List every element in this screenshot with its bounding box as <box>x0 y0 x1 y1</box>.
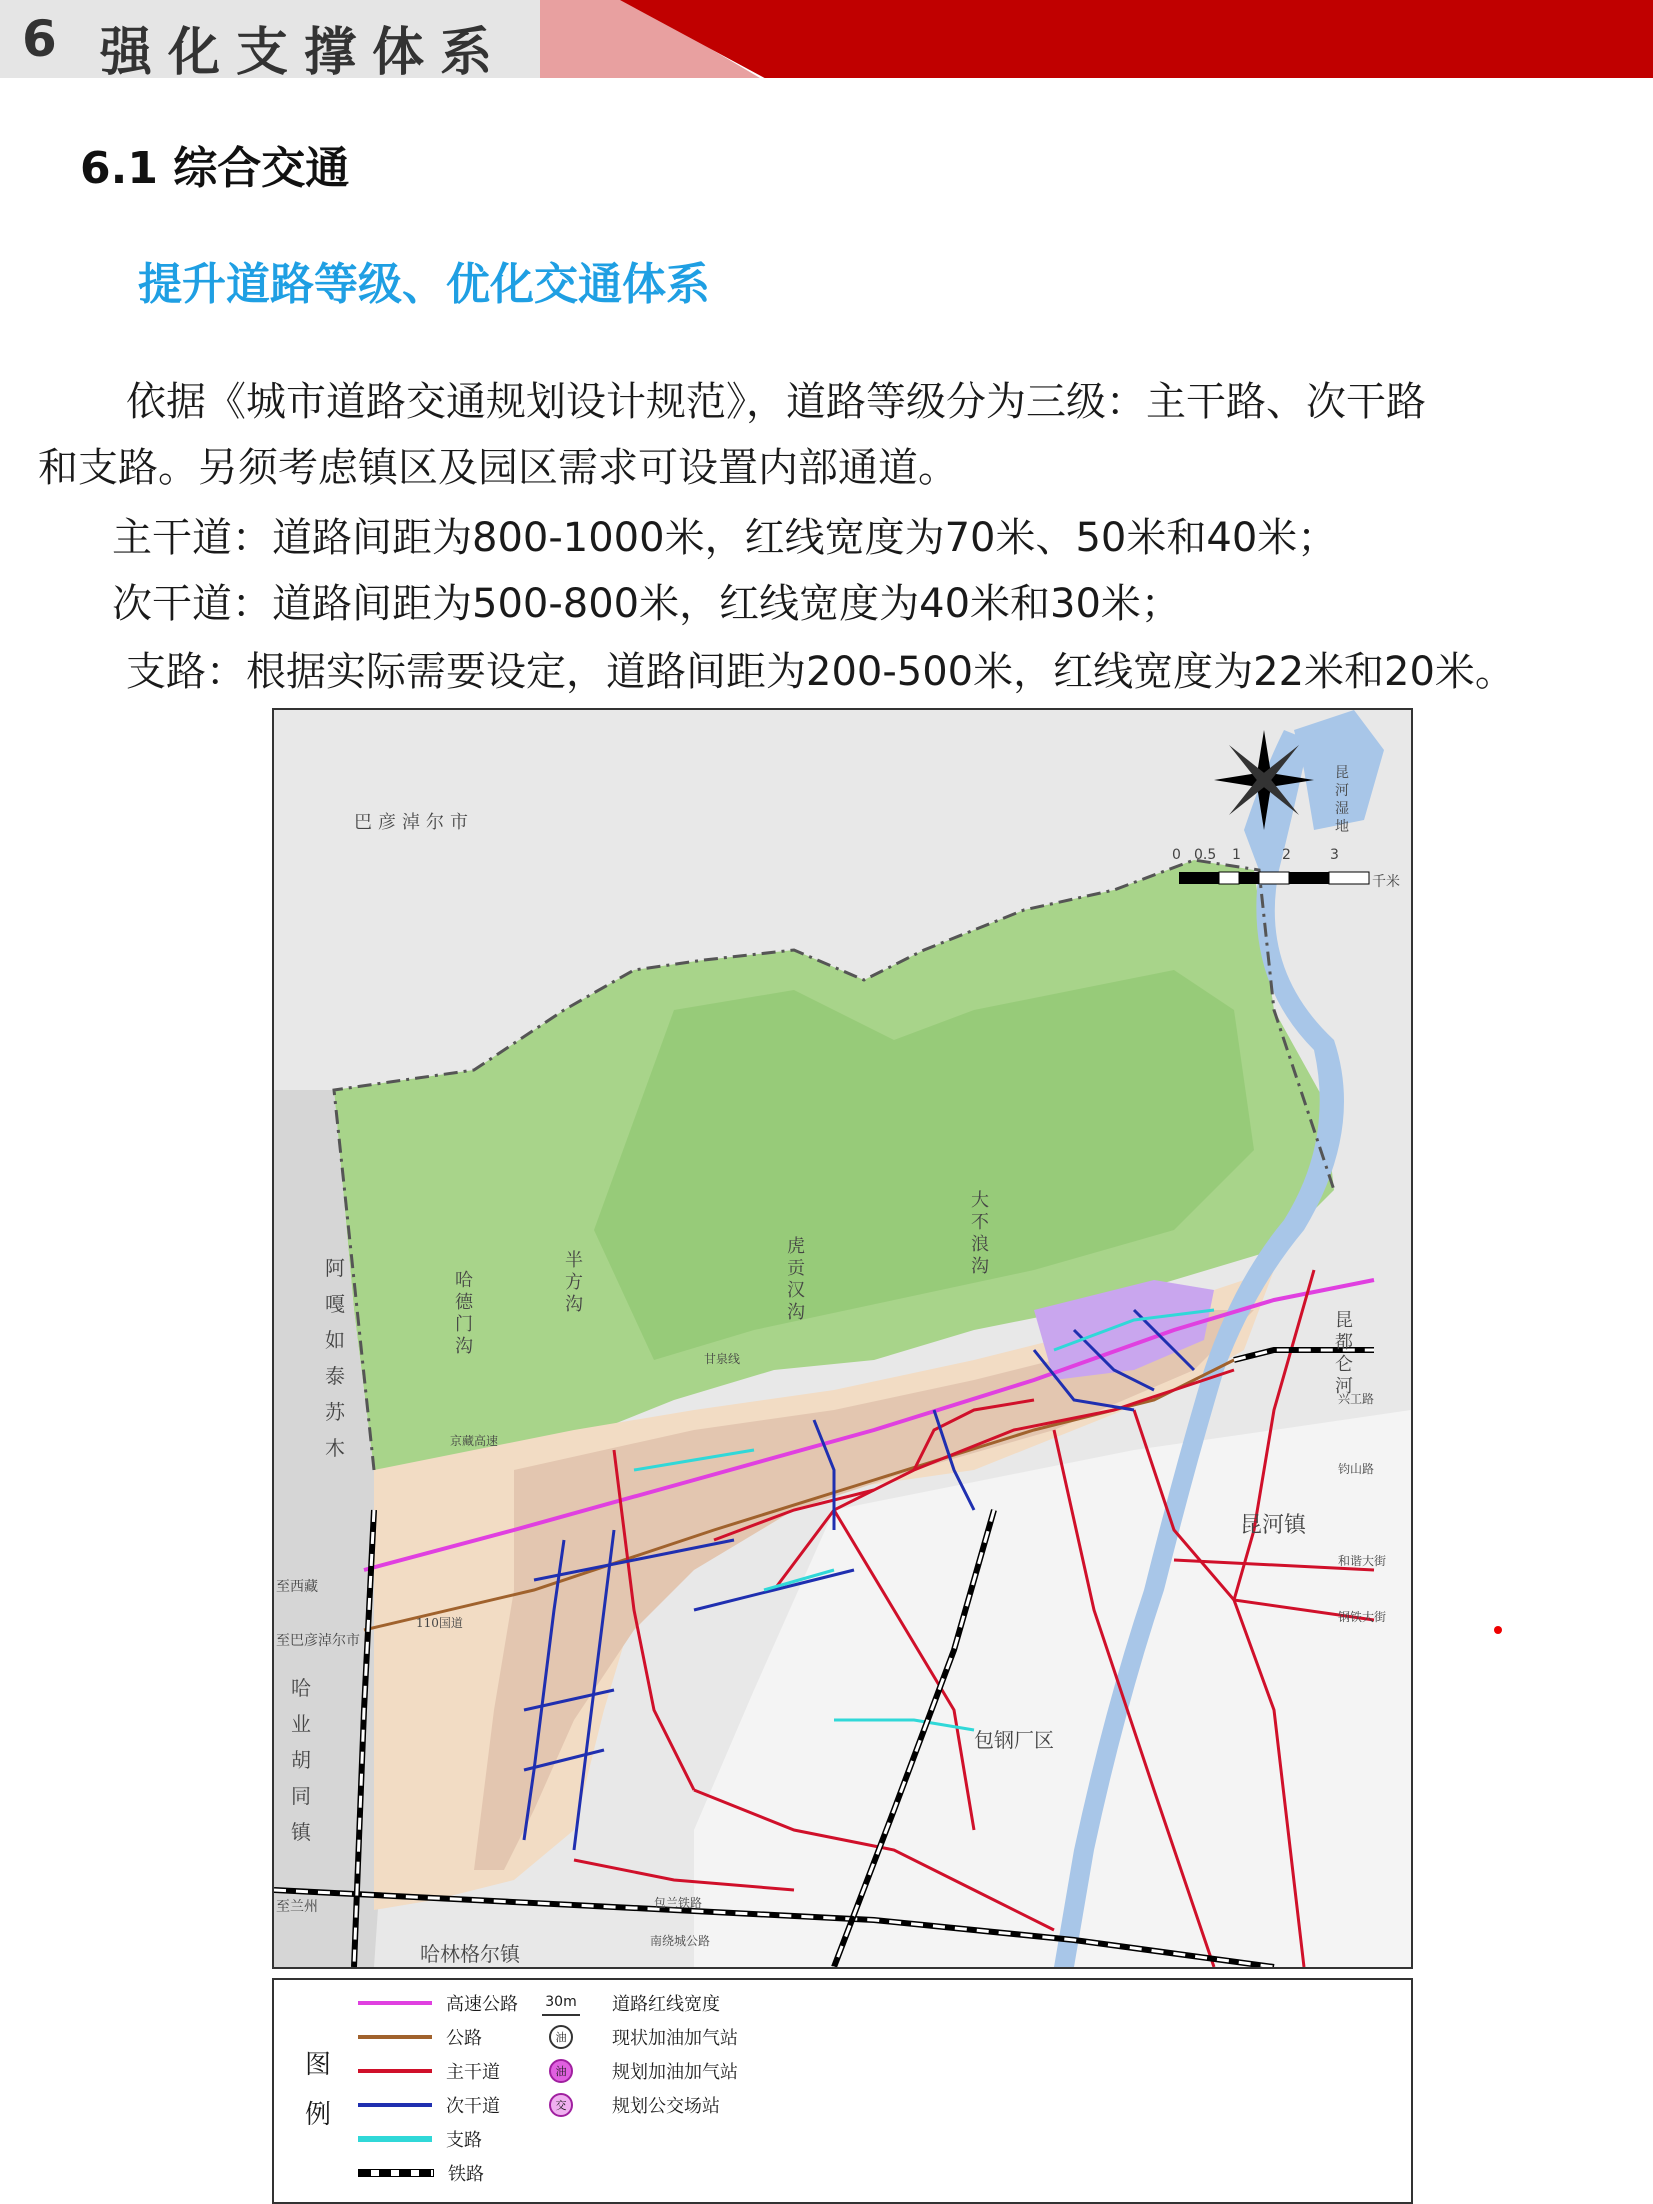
legend-label: 铁路 <box>448 2164 484 2185</box>
legend-label: 主干道 <box>446 2062 500 2083</box>
label-baolan-rail: 包兰铁路 <box>654 1896 703 1910</box>
section-title: 6.1 综合交通 <box>80 143 350 194</box>
legend-label: 规划公交场站 <box>612 2096 720 2117</box>
label-dabuhegou: 大不浪沟 <box>971 1190 989 1277</box>
legend-label: 高速公路 <box>446 1994 518 2015</box>
secondary-road-spec: 次干道：道路间距为500-800米，红线宽度为40米和30米； <box>112 581 1181 627</box>
legend-expressway <box>358 1988 518 2018</box>
legend-redline-width-icon: 30m <box>542 1990 580 2016</box>
legend-redline-width <box>542 1988 720 2018</box>
legend-planned-bus <box>542 2090 720 2120</box>
branch-road-spec: 支路：根据实际需要设定，道路间距为200-500米，红线宽度为22米和20米。 <box>126 649 1515 695</box>
legend-secondary-road <box>358 2090 500 2120</box>
north-arrow-icon <box>1214 730 1314 830</box>
planned-gas-station-icon: 油 <box>542 2059 580 2083</box>
planned-bus-station-icon: 交 <box>542 2093 580 2117</box>
label-to-lanzhou: 至兰州 <box>276 1899 318 1915</box>
legend-branch-road <box>358 2124 482 2154</box>
legend-label: 规划加油加气站 <box>612 2062 738 2083</box>
scale-tick-0-5: 0.5 <box>1194 847 1217 863</box>
main-road-spec: 主干道：道路间距为800-1000米，红线宽度为70米、50米和40米； <box>112 515 1338 561</box>
paragraph-line-2: 和支路。另须考虑镇区及园区需求可设置内部通道。 <box>38 445 958 491</box>
legend-label: 次干道 <box>446 2096 500 2117</box>
label-gangtie: 钢铁大街 <box>1338 1610 1387 1624</box>
scale-tick-2: 2 <box>1282 847 1291 863</box>
legend-label: 道路红线宽度 <box>612 1994 720 2015</box>
label-hexie: 和谐大街 <box>1338 1554 1387 1568</box>
label-halingeer: 哈林格尔镇 <box>420 1942 520 1966</box>
label-xingong: 兴工路 <box>1338 1392 1375 1406</box>
legend-label: 现状加油加气站 <box>612 2028 738 2049</box>
legend-existing-gas <box>542 2022 738 2052</box>
label-jingzang: 京藏高速 <box>450 1434 499 1448</box>
legend-swatch-expressway <box>358 2001 432 2005</box>
existing-gas-station-icon: 油 <box>542 2025 580 2049</box>
label-baogang: 包钢厂区 <box>974 1728 1054 1752</box>
map-graphic <box>274 710 1411 1967</box>
header-red-band <box>620 0 1653 78</box>
label-to-bayannaoer: 至巴彦淖尔市 <box>276 1633 360 1649</box>
label-hadeimengou: 哈德门沟 <box>455 1270 473 1357</box>
chapter-title: 强化支撑体系 <box>100 23 509 83</box>
label-to-xizang: 至西藏 <box>276 1579 318 1595</box>
label-hugonghangou: 虎贡汉沟 <box>787 1236 805 1323</box>
legend-label: 公路 <box>446 2028 482 2049</box>
scale-tick-0: 0 <box>1172 847 1181 863</box>
label-kunhezhen: 昆河镇 <box>1240 1513 1307 1538</box>
label-nanshao: 南绕城公路 <box>650 1934 711 1948</box>
legend-label: 支路 <box>446 2130 482 2151</box>
legend-swatch-railway <box>358 2169 434 2177</box>
scale-tick-1: 1 <box>1232 847 1241 863</box>
label-bayannaoer: 巴彦淖尔市 <box>354 812 474 833</box>
red-dot-marker <box>1494 1626 1502 1634</box>
legend-highway <box>358 2022 482 2052</box>
legend-swatch-secondary-road <box>358 2103 432 2107</box>
label-rd110: 110国道 <box>416 1616 463 1630</box>
label-ganquan: 甘泉线 <box>704 1352 741 1366</box>
legend-swatch-branch-road <box>358 2136 432 2142</box>
legend-swatch-highway <box>358 2035 432 2039</box>
subsection-title: 提升道路等级、优化交通体系 <box>138 259 710 310</box>
scale-bar <box>1179 872 1369 884</box>
label-pingfanggou: 半方沟 <box>565 1250 583 1315</box>
chapter-number: 6 <box>22 10 57 68</box>
label-agasutai: 阿嘎如泰苏木 <box>325 1256 345 1460</box>
scale-unit: 千米 <box>1372 874 1400 890</box>
label-kunduluanhe: 昆都仑河 <box>1335 1310 1353 1397</box>
legend-title: 图例 <box>304 2050 331 2130</box>
scale-tick-3: 3 <box>1330 847 1339 863</box>
legend-swatch-main-road <box>358 2069 432 2073</box>
legend-main-road <box>358 2056 500 2086</box>
paragraph-line-1: 依据《城市道路交通规划设计规范》，道路等级分为三级：主干路、次干路 <box>126 379 1426 425</box>
label-kunhe-wetland: 昆河湿地 <box>1335 765 1349 835</box>
chapter-header <box>0 0 1653 83</box>
map-legend <box>272 1978 1413 2204</box>
legend-planned-gas <box>542 2056 738 2086</box>
legend-railway <box>358 2158 484 2188</box>
label-haye-hutong: 哈业胡同镇 <box>291 1676 311 1844</box>
road-plan-map <box>272 708 1413 1969</box>
label-junshan: 钧山路 <box>1338 1462 1375 1476</box>
